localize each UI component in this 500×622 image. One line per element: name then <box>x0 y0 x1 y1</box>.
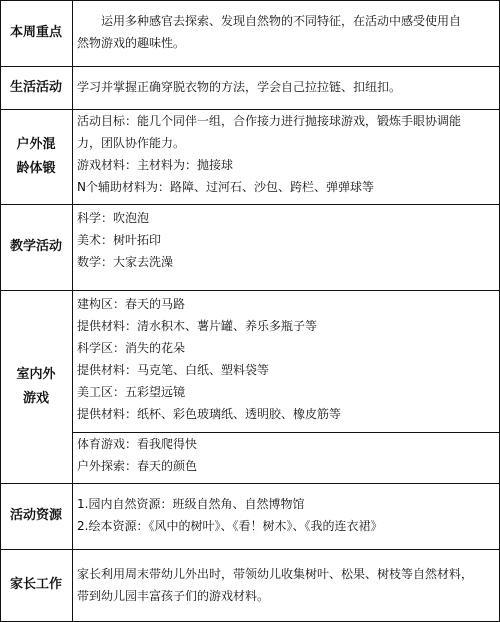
content-line: 体育游戏：看我爬得快 <box>77 437 198 451</box>
row-label-daily-life <box>0 66 72 109</box>
label-text: 户外混 <box>16 136 56 152</box>
row-divider <box>0 290 500 291</box>
content-line: 然物游戏的趣味性。 <box>77 36 186 50</box>
label-text: 生活活动 <box>9 79 62 95</box>
row-label-outdoor-exercise <box>0 109 72 204</box>
content-line: 数学：大家去洗澡 <box>77 255 174 269</box>
label-text: 本周重点 <box>9 25 62 40</box>
content-line: 提供材料：清水积木、薯片罐、养乐多瓶子等 <box>77 319 318 333</box>
content-line: 活动目标：能几个同伴一组，合作接力进行抛接球游戏，锻炼手眼协调能 <box>77 114 462 128</box>
content-line: 户外探索：春天的颜色 <box>77 459 198 473</box>
row-content-games-extra <box>77 433 496 477</box>
label-text: 教学活动 <box>9 239 62 254</box>
row-content-resources <box>77 493 496 537</box>
table-border-top <box>0 0 500 1</box>
row-divider <box>0 483 500 484</box>
row-label-teaching <box>0 204 72 290</box>
content-line: 1.园内自然资源：班级自然角、自然博物馆 <box>77 497 305 511</box>
content-line: 美工区：五彩望远镜 <box>77 385 186 399</box>
content-line: 带到幼儿园丰富孩子们的游戏材料。 <box>77 589 270 603</box>
row-content-daily-life <box>77 76 496 98</box>
row-label-resources <box>0 483 72 549</box>
content-line: 提供材料：马克笔、白纸、塑料袋等 <box>77 363 270 377</box>
content-line: 科学：吹泡泡 <box>77 211 150 225</box>
label-text: 游戏 <box>22 390 49 406</box>
row-content-games <box>77 293 496 425</box>
label-text: 家长工作 <box>9 577 62 592</box>
row-label-focus <box>0 0 72 66</box>
content-line: 运用多种感官去探索、发现自然物的不同特征，在活动中感受使用自 <box>101 14 462 28</box>
row-label-parents <box>0 549 72 621</box>
content-line: 学习并掌握正确穿脱衣物的方法，学会自己拉拉链、扣纽扣。 <box>77 80 402 94</box>
row-content-outdoor-exercise <box>77 110 496 198</box>
column-divider <box>72 0 73 622</box>
content-line: 提供材料：纸杯、彩色玻璃纸、透明胶、橡皮筋等 <box>77 407 342 421</box>
row-divider <box>0 66 500 67</box>
content-line: 家长利用周末带幼儿外出时，带领幼儿收集树叶、松果、树枝等自然材料， <box>77 567 474 581</box>
label-text: 龄体锻 <box>16 160 56 176</box>
row-label-games <box>0 290 72 483</box>
content-line: 建构区：春天的马路 <box>77 297 186 311</box>
row-content-teaching <box>77 207 496 273</box>
row-divider <box>0 549 500 550</box>
label-text: 室内外 <box>16 366 56 382</box>
content-line: N个辅助材料为：路障、过河石、沙包、跨栏、弹弹球等 <box>77 180 374 194</box>
label-text: 活动资源 <box>9 508 62 523</box>
content-line: 科学区：消失的花朵 <box>77 341 186 355</box>
row-content-focus <box>77 10 496 54</box>
content-line: 2.绘本资源：《风中的树叶》、《看！树木》、《我的连衣裙》 <box>77 519 383 533</box>
content-line: 美术：树叶拓印 <box>77 233 162 247</box>
row-content-parents <box>77 563 496 607</box>
content-line: 力，团队协作能力。 <box>77 136 186 150</box>
content-line: 游戏材料：主材料为：抛接球 <box>77 158 234 172</box>
row-divider <box>0 204 500 205</box>
